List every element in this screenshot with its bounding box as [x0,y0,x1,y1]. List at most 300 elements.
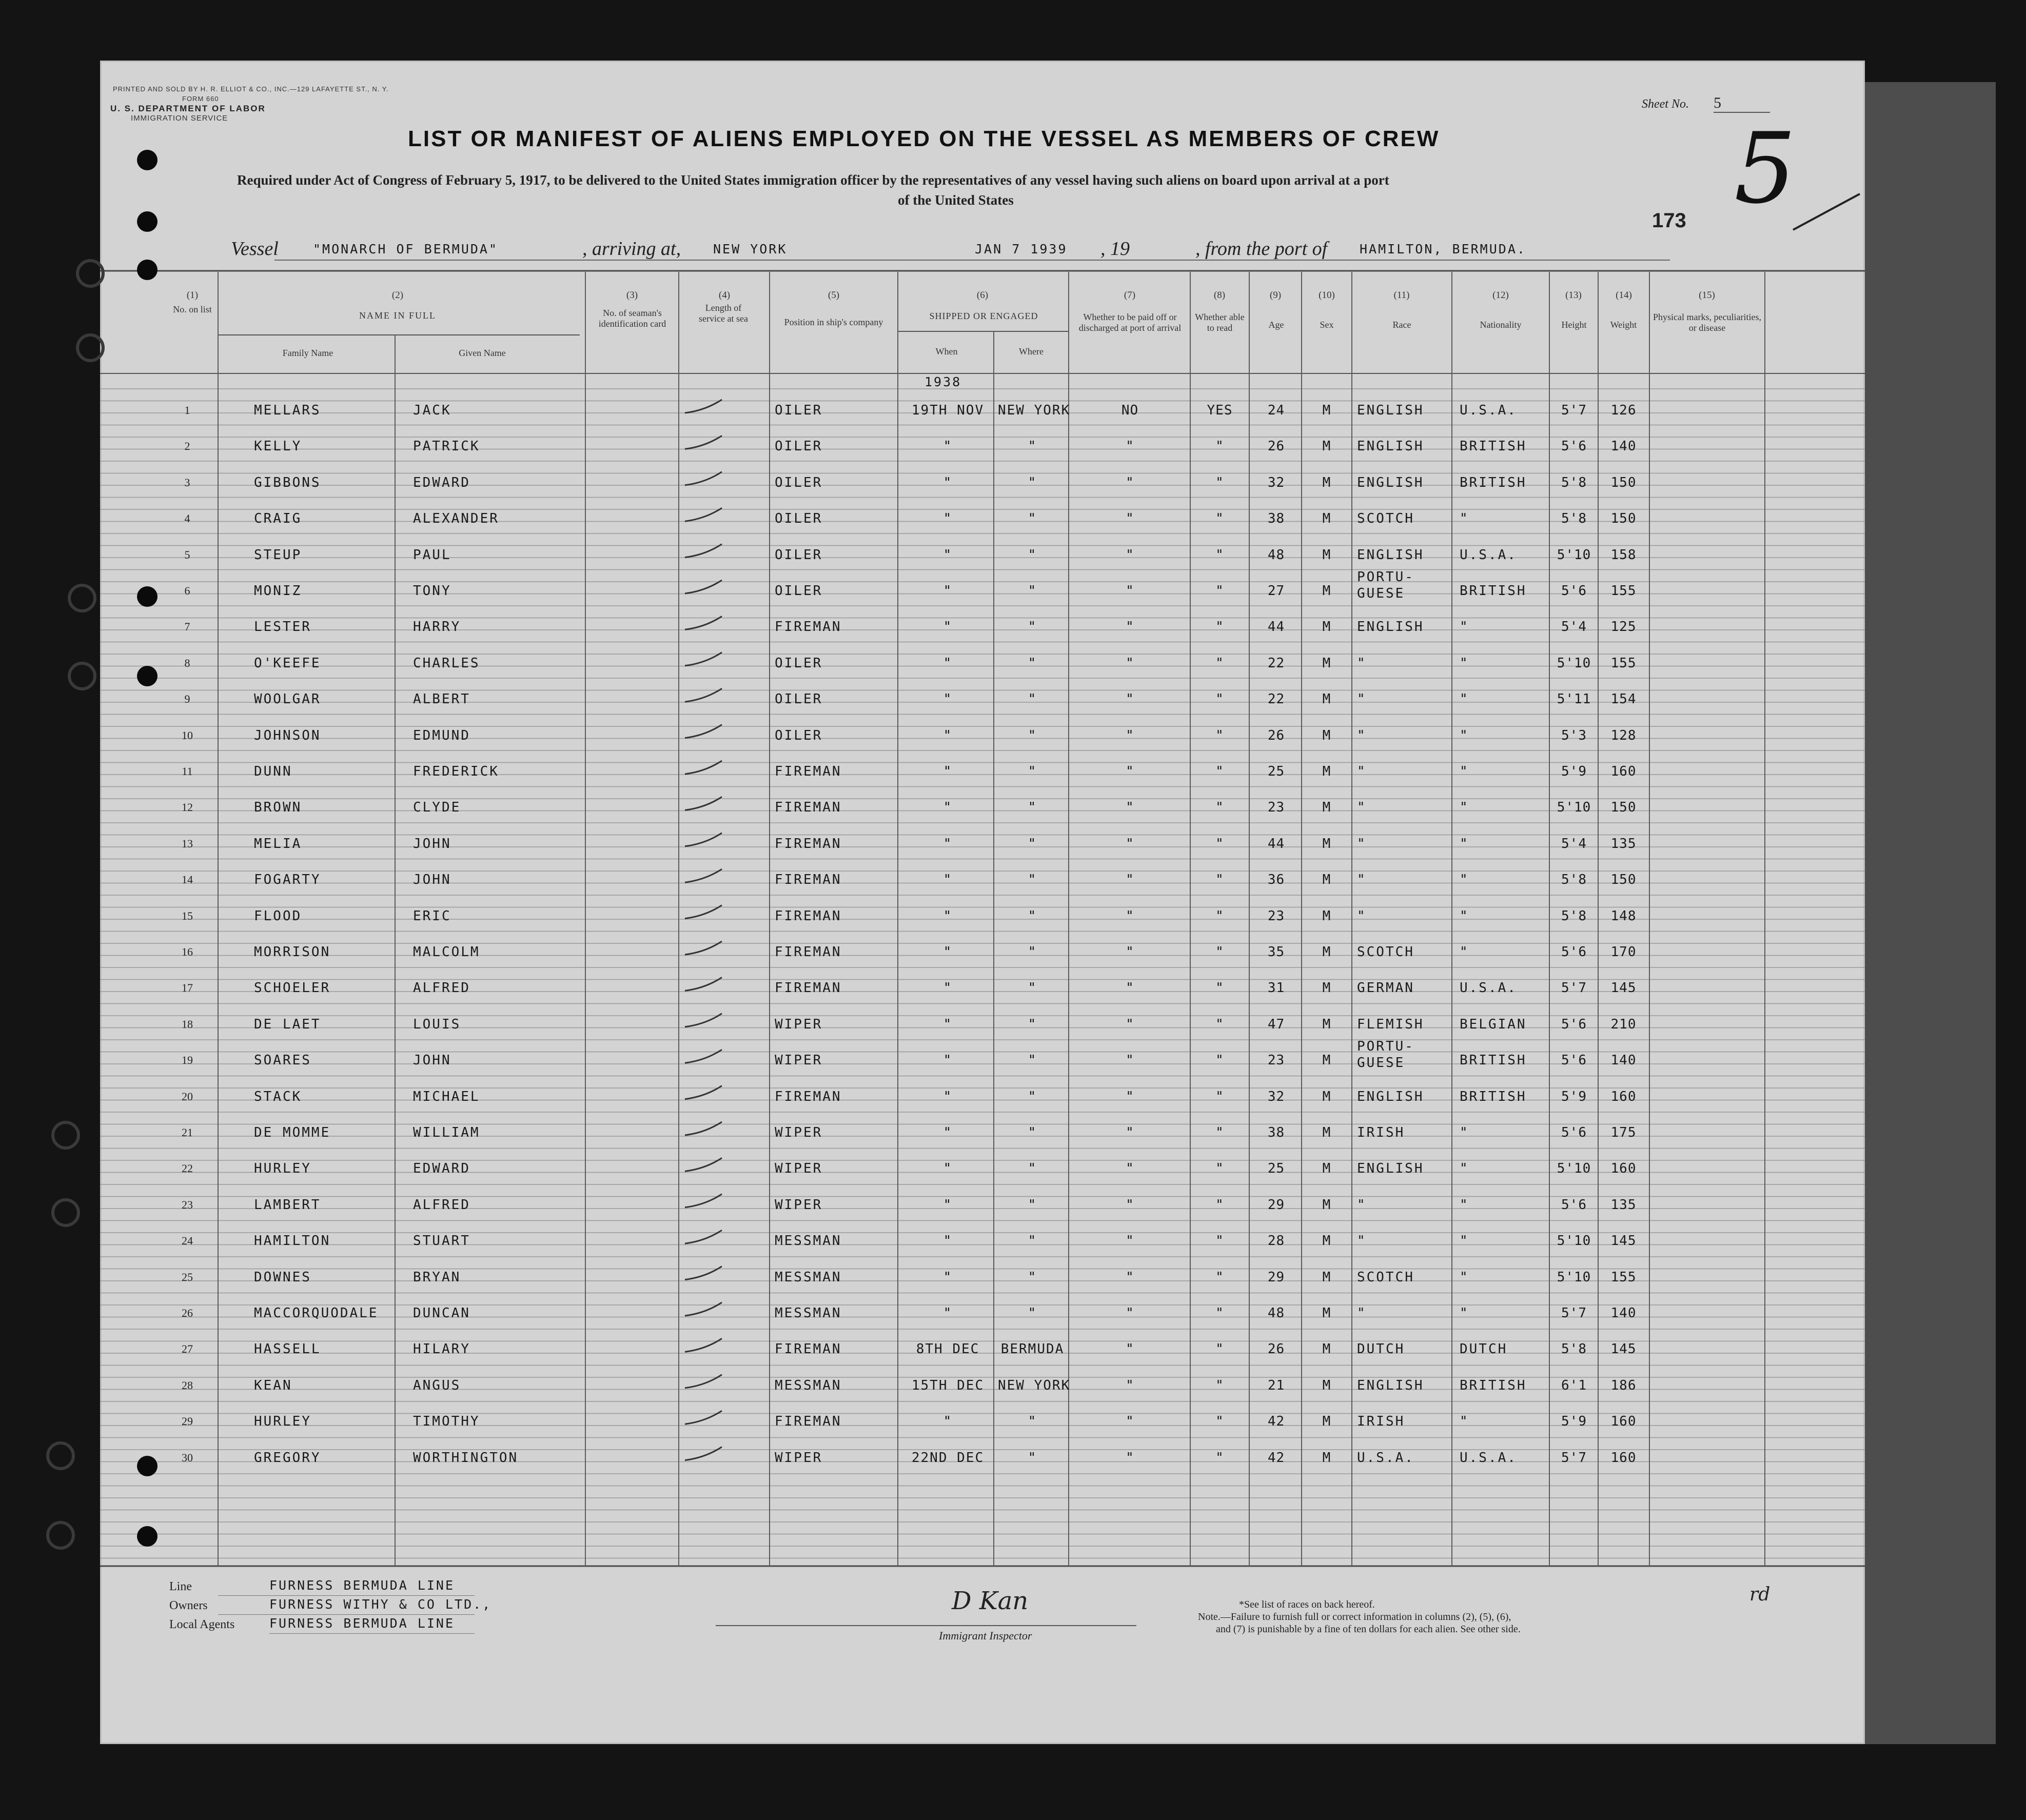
cell-shipped-when: " [943,800,953,816]
cell-weight: 145 [1610,980,1637,996]
cell-family-name: DE LAET [254,1016,321,1032]
cell-nationality: " [1460,655,1469,671]
binder-hole [137,260,158,280]
cell-given-name: ALFRED [413,1197,470,1213]
cell-shipped-where: " [1028,691,1037,707]
from-label: , from the port of [1195,238,1328,260]
cell-shipped-where: " [1028,1305,1037,1321]
cell-family-name: SOARES [254,1053,311,1069]
cell-paid-off: " [1126,1377,1134,1393]
cell-shipped-where: " [1028,872,1037,888]
cell-position: OILER [775,727,823,743]
cell-given-name: LOUIS [413,1016,461,1032]
cell-position: FIREMAN [775,1089,842,1104]
cell-position: FIREMAN [775,800,842,816]
vessel-underline [274,260,1670,261]
binder-hole [137,150,158,170]
cell-paid-off: " [1126,908,1134,924]
year-label: , 19 [1100,238,1130,260]
cell-weight: 145 [1610,1233,1637,1249]
arrival-date: JAN 7 1939 [975,242,1068,256]
cell-race: IRISH [1357,1414,1405,1430]
cell-family-name: MELIA [254,836,302,852]
cell-shipped-where: NEW YORK [998,403,1071,418]
cell-height: 5'8 [1561,1341,1587,1357]
cell-weight: 140 [1610,1305,1637,1321]
cell-age: 25 [1267,764,1285,779]
cell-race: ENGLISH [1357,474,1424,490]
row-number: 14 [182,873,193,886]
cell-height: 5'9 [1561,1414,1587,1430]
cell-paid-off: " [1126,1161,1134,1177]
row-number: 15 [182,909,193,922]
service-checkmark [685,400,722,413]
cell-able-to-read: " [1215,583,1224,599]
cell-nationality: " [1460,908,1469,924]
cell-shipped-when: " [943,511,953,527]
cell-shipped-when: " [943,691,953,707]
vessel-label: Vessel [231,238,279,260]
hdr-when: When [935,346,958,357]
cell-sex: M [1322,547,1331,563]
cell-able-to-read: " [1215,1269,1224,1285]
cell-height: 5'6 [1561,944,1587,960]
signature-line [716,1625,1136,1626]
cell-position: FIREMAN [775,944,842,960]
handwritten-sheet-number: 5 [1734,112,1796,225]
row-number: 22 [182,1162,193,1175]
col-num-3: (3) [626,290,638,301]
row-number: 16 [182,945,193,958]
cell-sex: M [1322,439,1331,454]
cell-height: 5'10 [1557,800,1591,816]
cell-paid-off: " [1126,1269,1134,1285]
cell-family-name: LESTER [254,619,311,635]
cell-age: 38 [1267,511,1285,527]
cell-family-name: FOGARTY [254,872,321,888]
note-races: *See list of races on back hereof. [1239,1599,1375,1610]
line-underline [218,1595,475,1596]
service-checkmark [685,580,722,594]
cell-age: 28 [1267,1233,1285,1249]
binder-ring [68,584,96,612]
cell-sex: M [1322,1414,1331,1430]
cell-position: OILER [775,403,823,418]
cell-able-to-read: " [1215,1053,1224,1069]
vessel-name: "MONARCH OF BERMUDA" [313,242,499,256]
row-number: 28 [182,1378,193,1392]
cell-age: 42 [1267,1414,1285,1430]
cell-shipped-where: BERMUDA [1000,1341,1065,1357]
cell-nationality: U.S.A. [1460,1450,1517,1466]
cell-weight: 126 [1610,403,1637,418]
cell-position: FIREMAN [775,1341,842,1357]
cell-paid-off: " [1126,1016,1134,1032]
cell-age: 32 [1267,1089,1285,1104]
cell-paid-off: " [1126,474,1134,490]
row-number: 3 [184,476,190,489]
cell-family-name: MACCORQUODALE [254,1305,379,1321]
cell-nationality: " [1460,691,1469,707]
row-number: 7 [184,620,190,634]
binder-hole [137,1456,158,1476]
cell-nationality: U.S.A. [1460,547,1517,563]
cell-race: " [1357,691,1367,707]
cell-shipped-when: " [943,1053,953,1069]
cell-age: 32 [1267,474,1285,490]
cell-given-name: HARRY [413,619,461,635]
cell-age: 22 [1267,655,1285,671]
hdr-weight: Weight [1610,320,1637,330]
binder-hole [137,666,158,686]
cell-position: FIREMAN [775,619,842,635]
col-num-12: (12) [1492,290,1509,301]
service-checkmark [685,616,722,629]
cell-position: FIREMAN [775,980,842,996]
cell-paid-off: " [1126,439,1134,454]
row-number: 21 [182,1126,193,1139]
cell-height: 5'10 [1557,1233,1591,1249]
cell-shipped-when: " [943,655,953,671]
cell-age: 24 [1267,403,1285,418]
cell-age: 42 [1267,1450,1285,1466]
cell-able-to-read: " [1215,1377,1224,1393]
col-num-6: (6) [976,290,989,301]
col-num-10: (10) [1319,290,1335,301]
cell-height: 5'6 [1561,1053,1587,1069]
row-number: 29 [182,1415,193,1428]
service-checkmark [685,1411,722,1424]
cell-given-name: ALEXANDER [413,511,499,527]
hdr-able-read: Whether able to read [1195,312,1245,333]
row-number: 25 [182,1270,193,1283]
cell-age: 36 [1267,872,1285,888]
cell-given-name: ALFRED [413,980,470,996]
cell-given-name: JOHN [413,836,451,852]
cell-paid-off: " [1126,764,1134,779]
cell-paid-off: " [1126,836,1134,852]
cell-sex: M [1322,1269,1331,1285]
cell-given-name: ALBERT [413,691,470,707]
cell-position: MESSMAN [775,1233,842,1249]
cell-given-name: ERIC [413,908,451,924]
service-checkmark [685,1194,722,1208]
cell-family-name: DE MOMME [254,1125,331,1140]
cell-weight: 135 [1610,836,1637,852]
cell-age: 38 [1267,1125,1285,1140]
cell-weight: 150 [1610,800,1637,816]
cell-height: 5'8 [1561,908,1587,924]
cell-sex: M [1322,1197,1331,1213]
cell-able-to-read: " [1215,1161,1224,1177]
cell-shipped-when: 15TH DEC [911,1377,985,1393]
cell-able-to-read: " [1215,872,1224,888]
cell-family-name: JOHNSON [254,727,321,743]
cell-race: PORTU- GUESE [1357,1039,1414,1071]
cell-nationality: " [1460,1233,1469,1249]
binder-ring [68,662,96,690]
cell-height: 5'8 [1561,872,1587,888]
hdr-physical: Physical marks, peculiarities, or disease [1653,312,1761,333]
cell-shipped-where: " [1028,1161,1037,1177]
cell-position: WIPER [775,1053,823,1069]
cell-shipped-when: " [943,944,953,960]
cell-nationality: " [1460,1125,1469,1140]
cell-able-to-read: " [1215,1016,1224,1032]
cell-given-name: CLYDE [413,800,461,816]
agents-value: FURNESS BERMUDA LINE [269,1616,455,1631]
row-number: 5 [184,548,190,561]
cell-given-name: FREDERICK [413,764,499,779]
cell-shipped-where: " [1028,547,1037,563]
cell-nationality: " [1460,1161,1469,1177]
printer-line: PRINTED AND SOLD BY H. R. ELLIOT & CO., INC.—129 LAFAYETTE ST., N. Y. [113,85,389,93]
cell-paid-off: " [1126,1450,1134,1466]
cell-family-name: STACK [254,1089,302,1104]
row-number: 10 [182,728,193,742]
cell-weight: 160 [1610,1414,1637,1430]
cell-shipped-when: 8TH DEC [916,1341,980,1357]
cell-age: 44 [1267,836,1285,852]
cell-shipped-where: " [1028,474,1037,490]
hdr-shipped: SHIPPED OR ENGAGED [929,311,1038,321]
cell-position: WIPER [775,1125,823,1140]
hdr-given-name: Given Name [459,348,506,358]
cell-sex: M [1322,1016,1331,1032]
subtitle-line2: of the United States [898,192,1014,208]
form-number: FORM 660 [182,95,219,103]
cell-paid-off: " [1126,1053,1134,1069]
cell-shipped-when: " [943,872,953,888]
col-num-13: (13) [1565,290,1582,301]
service-checkmark [685,436,722,449]
cell-able-to-read: " [1215,800,1224,816]
cell-given-name: EDWARD [413,1161,470,1177]
cell-age: 21 [1267,1377,1285,1393]
cell-weight: 210 [1610,1016,1637,1032]
cell-race: " [1357,1197,1367,1213]
cell-position: OILER [775,691,823,707]
cell-weight: 154 [1610,691,1637,707]
cell-shipped-where: " [1028,1414,1037,1430]
cell-race: SCOTCH [1357,511,1414,527]
cell-shipped-when: " [943,1016,953,1032]
cell-paid-off: " [1126,1341,1134,1357]
cell-shipped-when: " [943,727,953,743]
cell-position: MESSMAN [775,1377,842,1393]
cell-paid-off: " [1126,691,1134,707]
cell-paid-off: " [1126,727,1134,743]
cell-position: MESSMAN [775,1305,842,1321]
hdr-no-on-list: No. on list [173,304,212,314]
cell-shipped-where: " [1028,439,1037,454]
cell-weight: 170 [1610,944,1637,960]
cell-height: 5'10 [1557,1161,1591,1177]
cell-able-to-read: " [1215,547,1224,563]
cell-position: OILER [775,511,823,527]
sheet-number: 5 [1714,94,1770,113]
col-num-8: (8) [1213,290,1226,301]
row-number: 27 [182,1342,193,1356]
cell-sex: M [1322,727,1331,743]
cell-able-to-read: " [1215,764,1224,779]
col-num-4: (4) [718,290,731,301]
cell-height: 5'10 [1557,655,1591,671]
cell-weight: 155 [1610,583,1637,599]
year-entry: 1938 [925,374,962,389]
cell-race: ENGLISH [1357,619,1424,635]
line-label: Line [169,1580,192,1593]
service-checkmark [685,1447,722,1460]
cell-sex: M [1322,691,1331,707]
cell-height: 5'8 [1561,511,1587,527]
cell-weight: 150 [1610,511,1637,527]
binder-hole [137,211,158,232]
cell-sex: M [1322,1450,1331,1466]
cell-race: ENGLISH [1357,547,1424,563]
cell-age: 22 [1267,691,1285,707]
cell-shipped-where: " [1028,1053,1037,1069]
cell-sex: M [1322,908,1331,924]
cell-nationality: " [1460,1269,1469,1285]
cell-sex: M [1322,1233,1331,1249]
cell-weight: 160 [1610,1161,1637,1177]
cell-race: " [1357,836,1367,852]
cell-able-to-read: YES [1207,403,1233,418]
cell-given-name: JOHN [413,872,451,888]
cell-shipped-where: " [1028,1197,1037,1213]
cell-given-name: JOHN [413,1053,451,1069]
cell-nationality: " [1460,764,1469,779]
cell-shipped-where: " [1028,980,1037,996]
cell-weight: 140 [1610,439,1637,454]
cell-race: ENGLISH [1357,1089,1424,1104]
service-checkmark [685,544,722,558]
cell-nationality: " [1460,836,1469,852]
cell-family-name: KELLY [254,439,302,454]
cell-able-to-read: " [1215,1233,1224,1249]
cell-paid-off: " [1126,1305,1134,1321]
cell-given-name: TIMOTHY [413,1414,480,1430]
service-checkmark [685,472,722,485]
cell-nationality: " [1460,944,1469,960]
row-number: 9 [184,693,190,706]
note-penalty-2: and (7) is punishable by a fine of ten dollars for each alien. See other side. [1216,1624,1521,1635]
row-number: 2 [184,440,190,453]
hdr-name-in-full: NAME IN FULL [359,310,436,321]
cell-position: MESSMAN [775,1269,842,1285]
cell-sex: M [1322,1053,1331,1069]
binder-ring [46,1521,75,1550]
cell-shipped-when: " [943,439,953,454]
cell-position: FIREMAN [775,872,842,888]
cell-height: 5'4 [1561,836,1587,852]
stamp-number: 173 [1652,209,1686,232]
service-checkmark [685,1302,722,1316]
cell-age: 26 [1267,439,1285,454]
cell-nationality: DUTCH [1460,1341,1508,1357]
cell-given-name: DUNCAN [413,1305,470,1321]
cell-nationality: BRITISH [1460,439,1527,454]
cell-position: OILER [775,547,823,563]
cell-shipped-where: " [1028,655,1037,671]
cell-age: 25 [1267,1161,1285,1177]
cell-shipped-when: " [943,836,953,852]
cell-shipped-where: " [1028,1269,1037,1285]
cell-shipped-when: " [943,1233,953,1249]
cell-nationality: BRITISH [1460,474,1527,490]
cell-family-name: HURLEY [254,1414,311,1430]
cell-paid-off: " [1126,872,1134,888]
cell-age: 47 [1267,1016,1285,1032]
cell-paid-off: " [1126,1414,1134,1430]
hdr-position: Position in ship's company [784,317,883,327]
cell-family-name: MORRISON [254,944,331,960]
cell-age: 35 [1267,944,1285,960]
row-number: 12 [182,801,193,814]
cell-able-to-read: " [1215,1197,1224,1213]
cell-weight: 125 [1610,619,1637,635]
cell-paid-off: NO [1121,403,1139,418]
cell-race: " [1357,872,1367,888]
cell-nationality: BRITISH [1460,1089,1527,1104]
cell-race: " [1357,727,1367,743]
hdr-height: Height [1561,320,1587,330]
cell-nationality: " [1460,1414,1469,1430]
cell-age: 26 [1267,727,1285,743]
margin-mark: rd [1749,1584,1771,1605]
row-number: 13 [182,837,193,850]
cell-age: 44 [1267,619,1285,635]
cell-shipped-when: " [943,1305,953,1321]
cell-given-name: JACK [413,403,451,418]
cell-sex: M [1322,511,1331,527]
cell-given-name: TONY [413,583,451,599]
inspector-label: Immigrant Inspector [939,1629,1032,1642]
cell-sex: M [1322,1125,1331,1140]
cell-nationality: BELGIAN [1460,1016,1527,1032]
cell-paid-off: " [1126,980,1134,996]
cell-given-name: HILARY [413,1341,470,1357]
cell-weight: 145 [1610,1341,1637,1357]
cell-nationality: " [1460,1305,1469,1321]
hdr-age: Age [1268,320,1284,330]
cell-shipped-when: " [943,619,953,635]
cell-given-name: BRYAN [413,1269,461,1285]
cell-position: FIREMAN [775,908,842,924]
cell-age: 31 [1267,980,1285,996]
cell-shipped-where: " [1028,836,1037,852]
cell-given-name: EDWARD [413,474,470,490]
binder-hole [137,586,158,607]
row-number: 4 [184,512,190,525]
cell-able-to-read: " [1215,836,1224,852]
cell-shipped-where: " [1028,1125,1037,1140]
cell-race: ENGLISH [1357,403,1424,418]
cell-shipped-where: NEW YORK [998,1377,1071,1393]
agents-underline [269,1633,475,1634]
cell-race: SCOTCH [1357,1269,1414,1285]
cell-height: 5'10 [1557,1269,1591,1285]
arriving-label: , arriving at, [582,238,681,260]
hdr-sex: Sex [1320,320,1334,330]
cell-height: 5'3 [1561,727,1587,743]
cell-shipped-when: " [943,1414,953,1430]
binder-hole [137,1526,158,1547]
cell-height: 5'7 [1561,1450,1587,1466]
cell-shipped-where: " [1028,511,1037,527]
cell-able-to-read: " [1215,727,1224,743]
